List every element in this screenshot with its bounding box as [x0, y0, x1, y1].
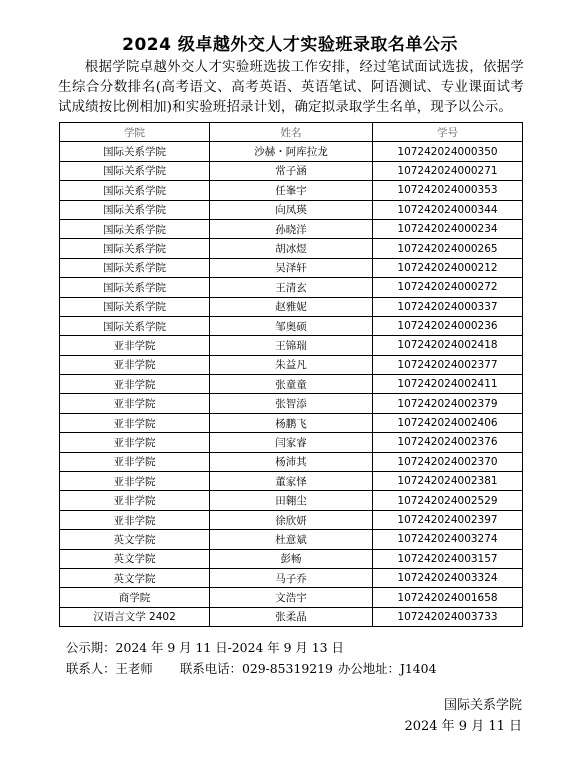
signature-date: 2024 年 9 月 11 日 — [404, 719, 522, 734]
table-row — [60, 452, 523, 471]
cell-student-id: 107242024002379 — [373, 394, 523, 413]
cell-name: 吴泽轩 — [210, 258, 373, 277]
table-row — [60, 239, 523, 258]
cell-student-id: 107242024000271 — [373, 161, 523, 180]
cell-student-id: 107242024000212 — [373, 258, 523, 277]
cell-name: 常子涵 — [210, 161, 373, 180]
cell-college: 英文学院 — [60, 549, 210, 568]
cell-college: 英文学院 — [60, 568, 210, 587]
cell-name: 文浩宇 — [210, 588, 373, 607]
table-body — [60, 142, 523, 627]
table-row — [60, 181, 523, 200]
cell-college: 英文学院 — [60, 530, 210, 549]
cell-student-id: 107242024002418 — [373, 336, 523, 355]
cell-name: 张童童 — [210, 375, 373, 394]
cell-college: 亚非学院 — [60, 452, 210, 471]
contact-info — [66, 659, 436, 677]
table-row — [60, 219, 523, 238]
cell-name: 孙晓洋 — [210, 219, 373, 238]
table-row — [60, 433, 523, 452]
contact-phone: 联系电话：029-85319219 — [180, 661, 333, 676]
cell-college: 国际关系学院 — [60, 181, 210, 200]
column-header-student-id: 学号 — [373, 123, 523, 142]
cell-name: 董家怿 — [210, 472, 373, 491]
cell-name: 徐欣妍 — [210, 510, 373, 529]
cell-college: 国际关系学院 — [60, 278, 210, 297]
cell-college: 国际关系学院 — [60, 258, 210, 277]
cell-college: 亚非学院 — [60, 413, 210, 432]
column-header-college: 学院 — [60, 123, 210, 142]
cell-name: 王清玄 — [210, 278, 373, 297]
table-row — [60, 200, 523, 219]
cell-student-id: 107242024002376 — [373, 433, 523, 452]
office-address: 办公地址：J1404 — [338, 661, 437, 676]
cell-student-id: 107242024002397 — [373, 510, 523, 529]
cell-college: 亚非学院 — [60, 433, 210, 452]
cell-student-id: 107242024000234 — [373, 219, 523, 238]
cell-college: 汉语言文学 2402 — [60, 607, 210, 626]
cell-college: 国际关系学院 — [60, 219, 210, 238]
cell-name: 彭畅 — [210, 549, 373, 568]
column-header-name: 姓名 — [210, 123, 373, 142]
cell-student-id: 107242024000272 — [373, 278, 523, 297]
cell-name: 田翱尘 — [210, 491, 373, 510]
cell-name: 杨鹏飞 — [210, 413, 373, 432]
cell-name: 闫家睿 — [210, 433, 373, 452]
cell-student-id: 107242024000236 — [373, 316, 523, 335]
cell-student-id: 107242024002370 — [373, 452, 523, 471]
table-row — [60, 316, 523, 335]
cell-student-id: 107242024000344 — [373, 200, 523, 219]
cell-student-id: 107242024002411 — [373, 375, 523, 394]
cell-student-id: 107242024002406 — [373, 413, 523, 432]
table-row — [60, 336, 523, 355]
table-row — [60, 607, 523, 626]
cell-college: 亚非学院 — [60, 394, 210, 413]
table-row — [60, 549, 523, 568]
cell-college: 亚非学院 — [60, 510, 210, 529]
publicity-period: 公示期：2024 年 9 月 11 日-2024 年 9 月 13 日 — [66, 640, 344, 655]
table-row — [60, 413, 523, 432]
table-row — [60, 375, 523, 394]
table-row — [60, 568, 523, 587]
cell-name: 胡冰煜 — [210, 239, 373, 258]
cell-college: 国际关系学院 — [60, 161, 210, 180]
table-row — [60, 394, 523, 413]
cell-name: 赵雅妮 — [210, 297, 373, 316]
cell-name: 沙赫・阿库拉龙 — [210, 142, 373, 161]
cell-name: 张智添 — [210, 394, 373, 413]
cell-name: 杨沛其 — [210, 452, 373, 471]
cell-name: 马子乔 — [210, 568, 373, 587]
table-row — [60, 588, 523, 607]
cell-college: 国际关系学院 — [60, 239, 210, 258]
cell-name: 王锦瑞 — [210, 336, 373, 355]
cell-student-id: 107242024000353 — [373, 181, 523, 200]
cell-college: 亚非学院 — [60, 375, 210, 394]
contact-person: 联系人：王老师 — [66, 661, 153, 676]
cell-name: 杜意斌 — [210, 530, 373, 549]
cell-college: 国际关系学院 — [60, 297, 210, 316]
cell-student-id: 107242024003733 — [373, 607, 523, 626]
table-row — [60, 297, 523, 316]
signature-org: 国际关系学院 — [443, 698, 522, 713]
cell-student-id: 107242024000350 — [373, 142, 523, 161]
table-header-row — [60, 123, 523, 142]
table-row — [60, 161, 523, 180]
table-row — [60, 278, 523, 297]
table-row — [60, 491, 523, 510]
cell-college: 商学院 — [60, 588, 210, 607]
cell-student-id: 107242024001658 — [373, 588, 523, 607]
cell-name: 邹奥硕 — [210, 316, 373, 335]
intro-paragraph: 根据学院卓越外交人才实验班选拔工作安排，经过笔试面试选拔，依据学生综合分数排名(高考语文、高考英语、英语笔试、阿语测试、专业课面试考试成绩按比例相加)和实验班招录计划，确定拟录取学生名单，现予以公示。 — [58, 60, 524, 115]
cell-student-id: 107242024002529 — [373, 491, 523, 510]
table-row — [60, 530, 523, 549]
admission-list-table — [59, 122, 523, 627]
page-title: 2024 级卓越外交人才实验班录取名单公示 — [122, 35, 458, 55]
cell-student-id: 107242024002381 — [373, 472, 523, 491]
cell-college: 国际关系学院 — [60, 200, 210, 219]
cell-name: 任峯宇 — [210, 181, 373, 200]
cell-student-id: 107242024000337 — [373, 297, 523, 316]
table-row — [60, 258, 523, 277]
cell-name: 向凤瑛 — [210, 200, 373, 219]
table-row — [60, 472, 523, 491]
cell-college: 亚非学院 — [60, 336, 210, 355]
cell-name: 张柔晶 — [210, 607, 373, 626]
cell-college: 亚非学院 — [60, 355, 210, 374]
cell-college: 国际关系学院 — [60, 142, 210, 161]
cell-student-id: 107242024000265 — [373, 239, 523, 258]
table-row — [60, 355, 523, 374]
cell-name: 朱益凡 — [210, 355, 373, 374]
cell-student-id: 107242024003324 — [373, 568, 523, 587]
cell-college: 亚非学院 — [60, 491, 210, 510]
cell-student-id: 107242024003274 — [373, 530, 523, 549]
table-row — [60, 142, 523, 161]
cell-student-id: 107242024003157 — [373, 549, 523, 568]
cell-student-id: 107242024002377 — [373, 355, 523, 374]
cell-college: 亚非学院 — [60, 472, 210, 491]
cell-college: 国际关系学院 — [60, 316, 210, 335]
table-row — [60, 510, 523, 529]
